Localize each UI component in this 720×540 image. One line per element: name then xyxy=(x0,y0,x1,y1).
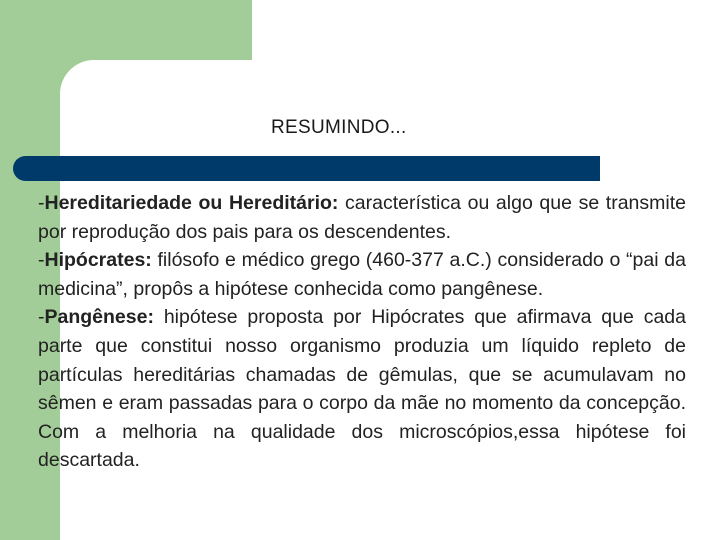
slide-body xyxy=(38,189,686,475)
term-pangenese: Pangênese: xyxy=(44,306,154,329)
item-prefix: - xyxy=(38,306,45,329)
definition-hereditariedade: característica ou algo que se transmite por reprodução dos pais para os descendentes. xyxy=(38,192,686,243)
definition-hipocrates: filósofo e médico grego (460-377 a.C.) considerado o “pai da medicina”, propôs a hipótese conhecida como pangênese. xyxy=(38,249,686,300)
paragraph-hereditariedade xyxy=(38,189,686,246)
item-prefix: - xyxy=(38,192,45,214)
slide-title: RESUMINDO... xyxy=(271,117,407,138)
definition-pangenese: hipótese proposta por Hipócrates que afirmava que cada parte que constitui nosso organismo produzia um líquido repleto de partículas hereditárias chamadas de gêmulas, que se acumulavam no sêmen e eram passadas para o corpo da mãe no momento da concepção. Com a melhoria na qualidade dos microscópios,essa hipótese foi descartada. xyxy=(38,306,686,472)
term-hereditariedade: Hereditariedade ou Hereditário: xyxy=(44,192,339,214)
item-prefix: - xyxy=(38,249,45,272)
paragraph-hipocrates xyxy=(38,246,686,303)
title-bar xyxy=(13,156,600,181)
term-hipocrates: Hipócrates: xyxy=(44,249,152,272)
paragraph-pangenese xyxy=(38,303,686,475)
